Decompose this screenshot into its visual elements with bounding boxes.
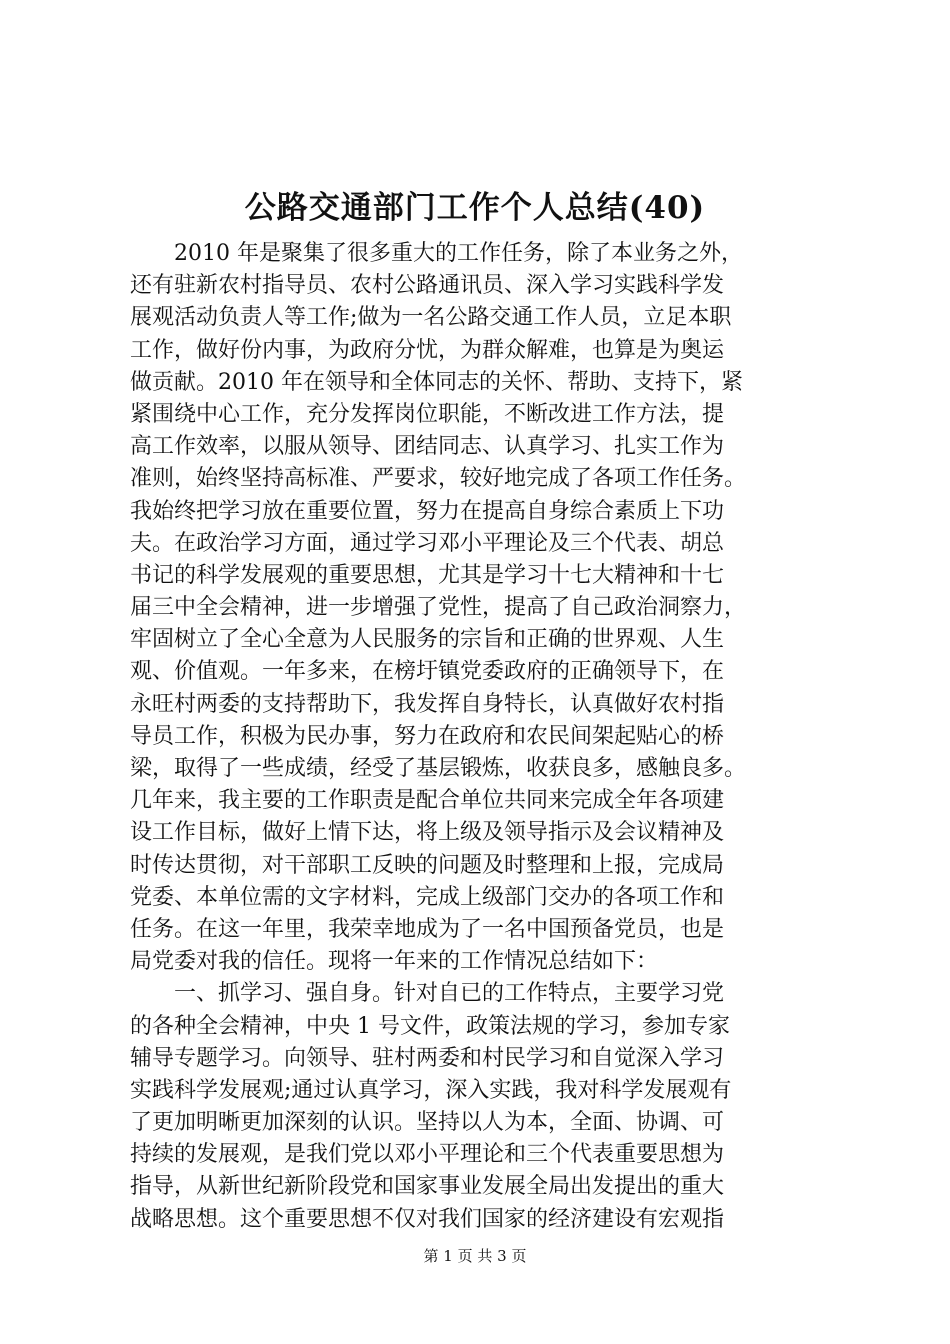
body-line: 梁，取得了一些成绩，经受了基层锻炼，收获良多，感触良多。 [130,756,747,781]
body-line: 任务。在这一年里，我荣幸地成为了一名中国预备党员，也是 [130,916,725,942]
body-line: 导员工作，积极为民办事，努力在政府和农民间架起贴心的桥 [130,723,725,749]
body-line: 持续的发展观，是我们党以邓小平理论和三个代表重要思想为 [130,1142,725,1168]
document-title: 公路交通部门工作个人总结(40) [244,190,706,226]
body-line: 局党委对我的信任。现将一年来的工作情况总结如下： [130,949,659,975]
body-line: 几年来，我主要的工作职责是配合单位共同来完成全年各项建 [130,788,725,814]
body-line: 准则，始终坚持高标准、严要求，较好地完成了各项工作任务。 [130,466,747,492]
body-line: 届三中全会精神，进一步增强了党性，提高了自己政治洞察力， [130,595,747,621]
body-line: 的各种全会精神，中央 1 号文件，政策法规的学习，参加专家 [130,1013,730,1039]
body-line: 一、抓学习、强自身。针对自已的工作特点，主要学习党 [174,981,725,1007]
body-line: 永旺村两委的支持帮助下，我发挥自身特长，认真做好农村指 [130,691,725,717]
body-line: 战略思想。这个重要思想不仅对我们国家的经济建设有宏观指 [130,1206,725,1232]
body-line: 观、价值观。一年多来，在榜圩镇党委政府的正确领导下，在 [130,659,725,685]
body-line: 展观活动负责人等工作;做为一名公路交通工作人员，立足本职 [130,305,732,331]
body-line: 夫。在政治学习方面，通过学习邓小平理论及三个代表、胡总 [130,530,725,556]
body-line: 设工作目标，做好上情下达，将上级及领导指示及会议精神及 [130,820,725,846]
body-line: 紧围绕中心工作，充分发挥岗位职能，不断改进工作方法，提 [130,401,725,427]
page-footer: 第 1 页 共 3 页 [423,1247,527,1265]
body-line: 了更加明晰更加深刻的认识。坚持以人为本，全面、协调、可 [130,1110,725,1136]
body-line: 牢固树立了全心全意为人民服务的宗旨和正确的世界观、人生 [130,627,725,653]
body-line: 2010 年是聚集了很多重大的工作任务，除了本业务之外， [174,241,743,266]
body-line: 辅导专题学习。向领导、驻村两委和村民学习和自觉深入学习 [130,1045,725,1071]
body-line: 我始终把学习放在重要位置，努力在提高自身综合素质上下功 [130,498,725,524]
body-line: 还有驻新农村指导员、农村公路通讯员、深入学习实践科学发 [130,273,725,299]
body-line: 指导，从新世纪新阶段党和国家事业发展全局出发提出的重大 [130,1174,725,1200]
body-line: 高工作效率，以服从领导、团结同志、认真学习、扎实工作为 [130,434,725,460]
body-line: 书记的科学发展观的重要思想，尤其是学习十七大精神和十七 [130,562,725,588]
document-body [130,238,830,1236]
body-line: 实践科学发展观;通过认真学习，深入实践，我对科学发展观有 [130,1077,732,1103]
body-line: 做贡献。2010 年在领导和全体同志的关怀、帮助、支持下，紧 [130,369,743,395]
body-line: 党委、本单位需的文字材料，完成上级部门交办的各项工作和 [130,884,725,910]
body-line: 工作，做好份内事，为政府分忧，为群众解难，也算是为奥运 [130,337,725,363]
body-line: 时传达贯彻，对干部职工反映的问题及时整理和上报，完成局 [130,852,725,878]
